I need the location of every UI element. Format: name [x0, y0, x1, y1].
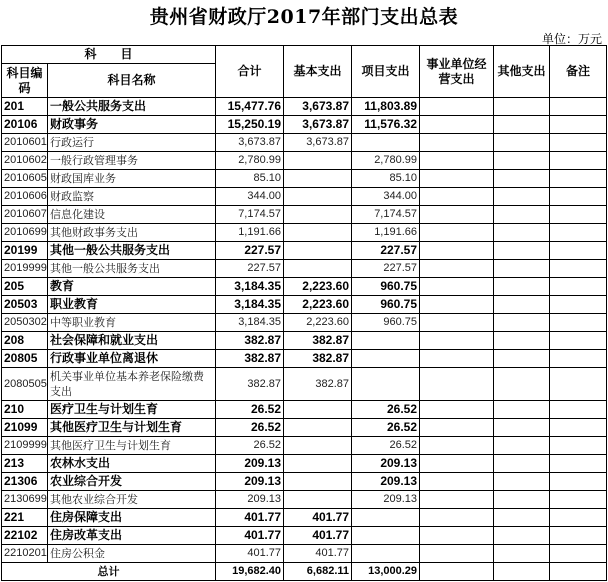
row-project [352, 509, 420, 527]
row-code: 20503 [2, 296, 48, 314]
row-business [420, 455, 494, 473]
table-row [2, 134, 607, 152]
table-row [2, 401, 607, 419]
row-remark [550, 278, 607, 296]
row-other [494, 545, 550, 563]
header-code: 科目编码 [2, 64, 48, 98]
row-basic: 2,223.60 [284, 296, 352, 314]
row-project: 209.13 [352, 455, 420, 473]
row-project [352, 368, 420, 401]
row-total: 3,184.35 [216, 314, 284, 332]
row-name: 财政监察 [48, 188, 216, 206]
row-business [420, 242, 494, 260]
row-project: 960.75 [352, 278, 420, 296]
row-code: 221 [2, 509, 48, 527]
row-remark [550, 260, 607, 278]
row-remark [550, 152, 607, 170]
row-other [494, 206, 550, 224]
row-code: 2019999 [2, 260, 48, 278]
row-code: 2010606 [2, 188, 48, 206]
table-row [2, 437, 607, 455]
row-basic [284, 188, 352, 206]
table-body [2, 98, 607, 563]
row-name: 行政运行 [48, 134, 216, 152]
row-name: 其他一般公共服务支出 [48, 260, 216, 278]
row-name: 机关事业单位基本养老保险缴费支出 [48, 368, 216, 401]
header-other: 其他支出 [494, 46, 550, 98]
row-other [494, 152, 550, 170]
row-remark [550, 437, 607, 455]
row-basic [284, 260, 352, 278]
row-business [420, 368, 494, 401]
row-project [352, 134, 420, 152]
row-basic: 3,673.87 [284, 134, 352, 152]
row-code: 22102 [2, 527, 48, 545]
row-total: 26.52 [216, 419, 284, 437]
row-code: 2210201 [2, 545, 48, 563]
row-code: 21099 [2, 419, 48, 437]
table-row [2, 332, 607, 350]
row-other [494, 332, 550, 350]
row-code: 20106 [2, 116, 48, 134]
row-code: 210 [2, 401, 48, 419]
row-total: 401.77 [216, 527, 284, 545]
row-remark [550, 134, 607, 152]
row-code: 2109999 [2, 437, 48, 455]
header-business: 事业单位经营支出 [420, 46, 494, 98]
totals-total: 19,682.40 [216, 563, 284, 581]
row-other [494, 350, 550, 368]
row-total: 15,477.76 [216, 98, 284, 116]
report-title: 贵州省财政厅2017年部门支出总表 [149, 6, 459, 28]
row-name: 农林水支出 [48, 455, 216, 473]
row-remark [550, 509, 607, 527]
row-other [494, 437, 550, 455]
row-code: 2080505 [2, 368, 48, 401]
row-basic [284, 473, 352, 491]
row-remark [550, 242, 607, 260]
row-name: 职业教育 [48, 296, 216, 314]
row-project: 26.52 [352, 437, 420, 455]
row-project: 11,803.89 [352, 98, 420, 116]
row-project: 227.57 [352, 242, 420, 260]
row-other [494, 278, 550, 296]
row-project: 11,576.32 [352, 116, 420, 134]
row-code: 2010601 [2, 134, 48, 152]
row-code: 208 [2, 332, 48, 350]
table-row [2, 242, 607, 260]
table-row [2, 350, 607, 368]
header-project: 项目支出 [352, 46, 420, 98]
header-remark: 备注 [550, 46, 607, 98]
row-remark [550, 491, 607, 509]
row-project: 960.75 [352, 296, 420, 314]
row-basic [284, 437, 352, 455]
table-row [2, 419, 607, 437]
row-total: 3,184.35 [216, 278, 284, 296]
header-total: 合计 [216, 46, 284, 98]
row-remark [550, 350, 607, 368]
row-total: 344.00 [216, 188, 284, 206]
table-row [2, 116, 607, 134]
row-other [494, 473, 550, 491]
row-project: 85.10 [352, 170, 420, 188]
row-project [352, 350, 420, 368]
row-name: 其他农业综合开发 [48, 491, 216, 509]
table-row [2, 206, 607, 224]
row-code: 213 [2, 455, 48, 473]
row-code: 2010699 [2, 224, 48, 242]
row-basic [284, 401, 352, 419]
row-business [420, 296, 494, 314]
row-other [494, 98, 550, 116]
row-basic [284, 491, 352, 509]
row-remark [550, 224, 607, 242]
row-remark [550, 170, 607, 188]
totals-label: 总计 [2, 563, 216, 581]
row-total: 401.77 [216, 545, 284, 563]
row-name: 农业综合开发 [48, 473, 216, 491]
row-business [420, 152, 494, 170]
row-name: 其他医疗卫生与计划生育 [48, 419, 216, 437]
row-name: 中等职业教育 [48, 314, 216, 332]
row-remark [550, 527, 607, 545]
row-project [352, 527, 420, 545]
table-row [2, 527, 607, 545]
row-total: 2,780.99 [216, 152, 284, 170]
row-basic [284, 455, 352, 473]
table-row [2, 473, 607, 491]
row-remark [550, 296, 607, 314]
row-other [494, 260, 550, 278]
row-name: 信息化建设 [48, 206, 216, 224]
row-remark [550, 206, 607, 224]
table-row [2, 98, 607, 116]
row-project: 26.52 [352, 419, 420, 437]
row-other [494, 116, 550, 134]
row-name: 财政事务 [48, 116, 216, 134]
row-business [420, 473, 494, 491]
row-basic [284, 152, 352, 170]
row-project: 26.52 [352, 401, 420, 419]
row-business [420, 350, 494, 368]
row-business [420, 491, 494, 509]
row-total: 3,184.35 [216, 296, 284, 314]
table-row [2, 188, 607, 206]
row-basic [284, 419, 352, 437]
row-remark [550, 473, 607, 491]
row-other [494, 224, 550, 242]
table-row [2, 296, 607, 314]
row-project: 209.13 [352, 491, 420, 509]
row-basic: 2,223.60 [284, 314, 352, 332]
row-business [420, 98, 494, 116]
row-total: 85.10 [216, 170, 284, 188]
row-code: 2010607 [2, 206, 48, 224]
row-business [420, 332, 494, 350]
expenditure-table [1, 45, 607, 581]
row-basic: 382.87 [284, 350, 352, 368]
table-row [2, 260, 607, 278]
row-total: 26.52 [216, 437, 284, 455]
unit-label: 单位：万元 [541, 32, 602, 46]
row-total: 227.57 [216, 242, 284, 260]
row-basic [284, 206, 352, 224]
table-row [2, 170, 607, 188]
row-code: 21306 [2, 473, 48, 491]
row-business [420, 224, 494, 242]
totals-project: 13,000.29 [352, 563, 420, 581]
row-basic: 401.77 [284, 545, 352, 563]
row-total: 15,250.19 [216, 116, 284, 134]
row-total: 209.13 [216, 473, 284, 491]
row-basic: 2,223.60 [284, 278, 352, 296]
row-name: 行政事业单位离退休 [48, 350, 216, 368]
row-remark [550, 545, 607, 563]
row-project: 1,191.66 [352, 224, 420, 242]
row-remark [550, 188, 607, 206]
row-total: 209.13 [216, 491, 284, 509]
row-remark [550, 419, 607, 437]
row-total: 1,191.66 [216, 224, 284, 242]
table-row [2, 224, 607, 242]
row-business [420, 206, 494, 224]
row-project: 7,174.57 [352, 206, 420, 224]
row-code: 2130699 [2, 491, 48, 509]
row-basic [284, 242, 352, 260]
row-name: 住房保障支出 [48, 509, 216, 527]
row-total: 26.52 [216, 401, 284, 419]
row-other [494, 296, 550, 314]
row-basic: 382.87 [284, 368, 352, 401]
row-project: 227.57 [352, 260, 420, 278]
row-remark [550, 332, 607, 350]
row-project: 209.13 [352, 473, 420, 491]
row-remark [550, 455, 607, 473]
row-project [352, 545, 420, 563]
row-code: 205 [2, 278, 48, 296]
row-basic: 3,673.87 [284, 98, 352, 116]
row-code: 2050302 [2, 314, 48, 332]
row-other [494, 527, 550, 545]
row-project: 2,780.99 [352, 152, 420, 170]
row-code: 20199 [2, 242, 48, 260]
row-business [420, 437, 494, 455]
row-project [352, 332, 420, 350]
totals-row [2, 563, 607, 581]
row-code: 2010605 [2, 170, 48, 188]
row-business [420, 134, 494, 152]
row-code: 2010602 [2, 152, 48, 170]
row-other [494, 134, 550, 152]
row-basic: 382.87 [284, 332, 352, 350]
row-name: 社会保障和就业支出 [48, 332, 216, 350]
row-other [494, 368, 550, 401]
totals-remark [550, 563, 607, 581]
row-total: 3,673.87 [216, 134, 284, 152]
row-other [494, 509, 550, 527]
row-other [494, 314, 550, 332]
table-row [2, 455, 607, 473]
totals-other [494, 563, 550, 581]
row-business [420, 116, 494, 134]
row-total: 7,174.57 [216, 206, 284, 224]
row-name: 财政国库业务 [48, 170, 216, 188]
row-project: 344.00 [352, 188, 420, 206]
row-business [420, 314, 494, 332]
row-name: 住房公积金 [48, 545, 216, 563]
row-total: 209.13 [216, 455, 284, 473]
row-other [494, 491, 550, 509]
row-name: 一般公共服务支出 [48, 98, 216, 116]
row-remark [550, 401, 607, 419]
row-business [420, 527, 494, 545]
row-total: 401.77 [216, 509, 284, 527]
row-remark [550, 314, 607, 332]
row-project: 960.75 [352, 314, 420, 332]
row-basic: 401.77 [284, 527, 352, 545]
row-other [494, 455, 550, 473]
totals-business [420, 563, 494, 581]
row-name: 其他财政事务支出 [48, 224, 216, 242]
row-business [420, 170, 494, 188]
row-name: 其他医疗卫生与计划生育 [48, 437, 216, 455]
row-name: 其他一般公共服务支出 [48, 242, 216, 260]
row-basic: 3,673.87 [284, 116, 352, 134]
table-row [2, 491, 607, 509]
row-business [420, 278, 494, 296]
row-basic [284, 224, 352, 242]
row-other [494, 419, 550, 437]
row-business [420, 509, 494, 527]
row-remark [550, 98, 607, 116]
row-total: 227.57 [216, 260, 284, 278]
table-row [2, 545, 607, 563]
table-row [2, 278, 607, 296]
row-name: 一般行政管理事务 [48, 152, 216, 170]
row-remark [550, 116, 607, 134]
header-subject-group: 科 目 [2, 46, 216, 64]
row-name: 教育 [48, 278, 216, 296]
row-other [494, 242, 550, 260]
row-remark [550, 368, 607, 401]
row-other [494, 188, 550, 206]
row-business [420, 545, 494, 563]
row-basic [284, 170, 352, 188]
row-code: 201 [2, 98, 48, 116]
row-name: 医疗卫生与计划生育 [48, 401, 216, 419]
row-basic: 401.77 [284, 509, 352, 527]
row-total: 382.87 [216, 332, 284, 350]
row-other [494, 401, 550, 419]
totals-basic: 6,682.11 [284, 563, 352, 581]
row-business [420, 188, 494, 206]
row-name: 住房改革支出 [48, 527, 216, 545]
row-business [420, 419, 494, 437]
row-other [494, 170, 550, 188]
row-total: 382.87 [216, 368, 284, 401]
table-row [2, 509, 607, 527]
row-business [420, 260, 494, 278]
header-name: 科目名称 [48, 64, 216, 98]
row-business [420, 401, 494, 419]
table-row [2, 152, 607, 170]
row-code: 20805 [2, 350, 48, 368]
header-basic: 基本支出 [284, 46, 352, 98]
table-row [2, 368, 607, 401]
row-total: 382.87 [216, 350, 284, 368]
table-row [2, 314, 607, 332]
